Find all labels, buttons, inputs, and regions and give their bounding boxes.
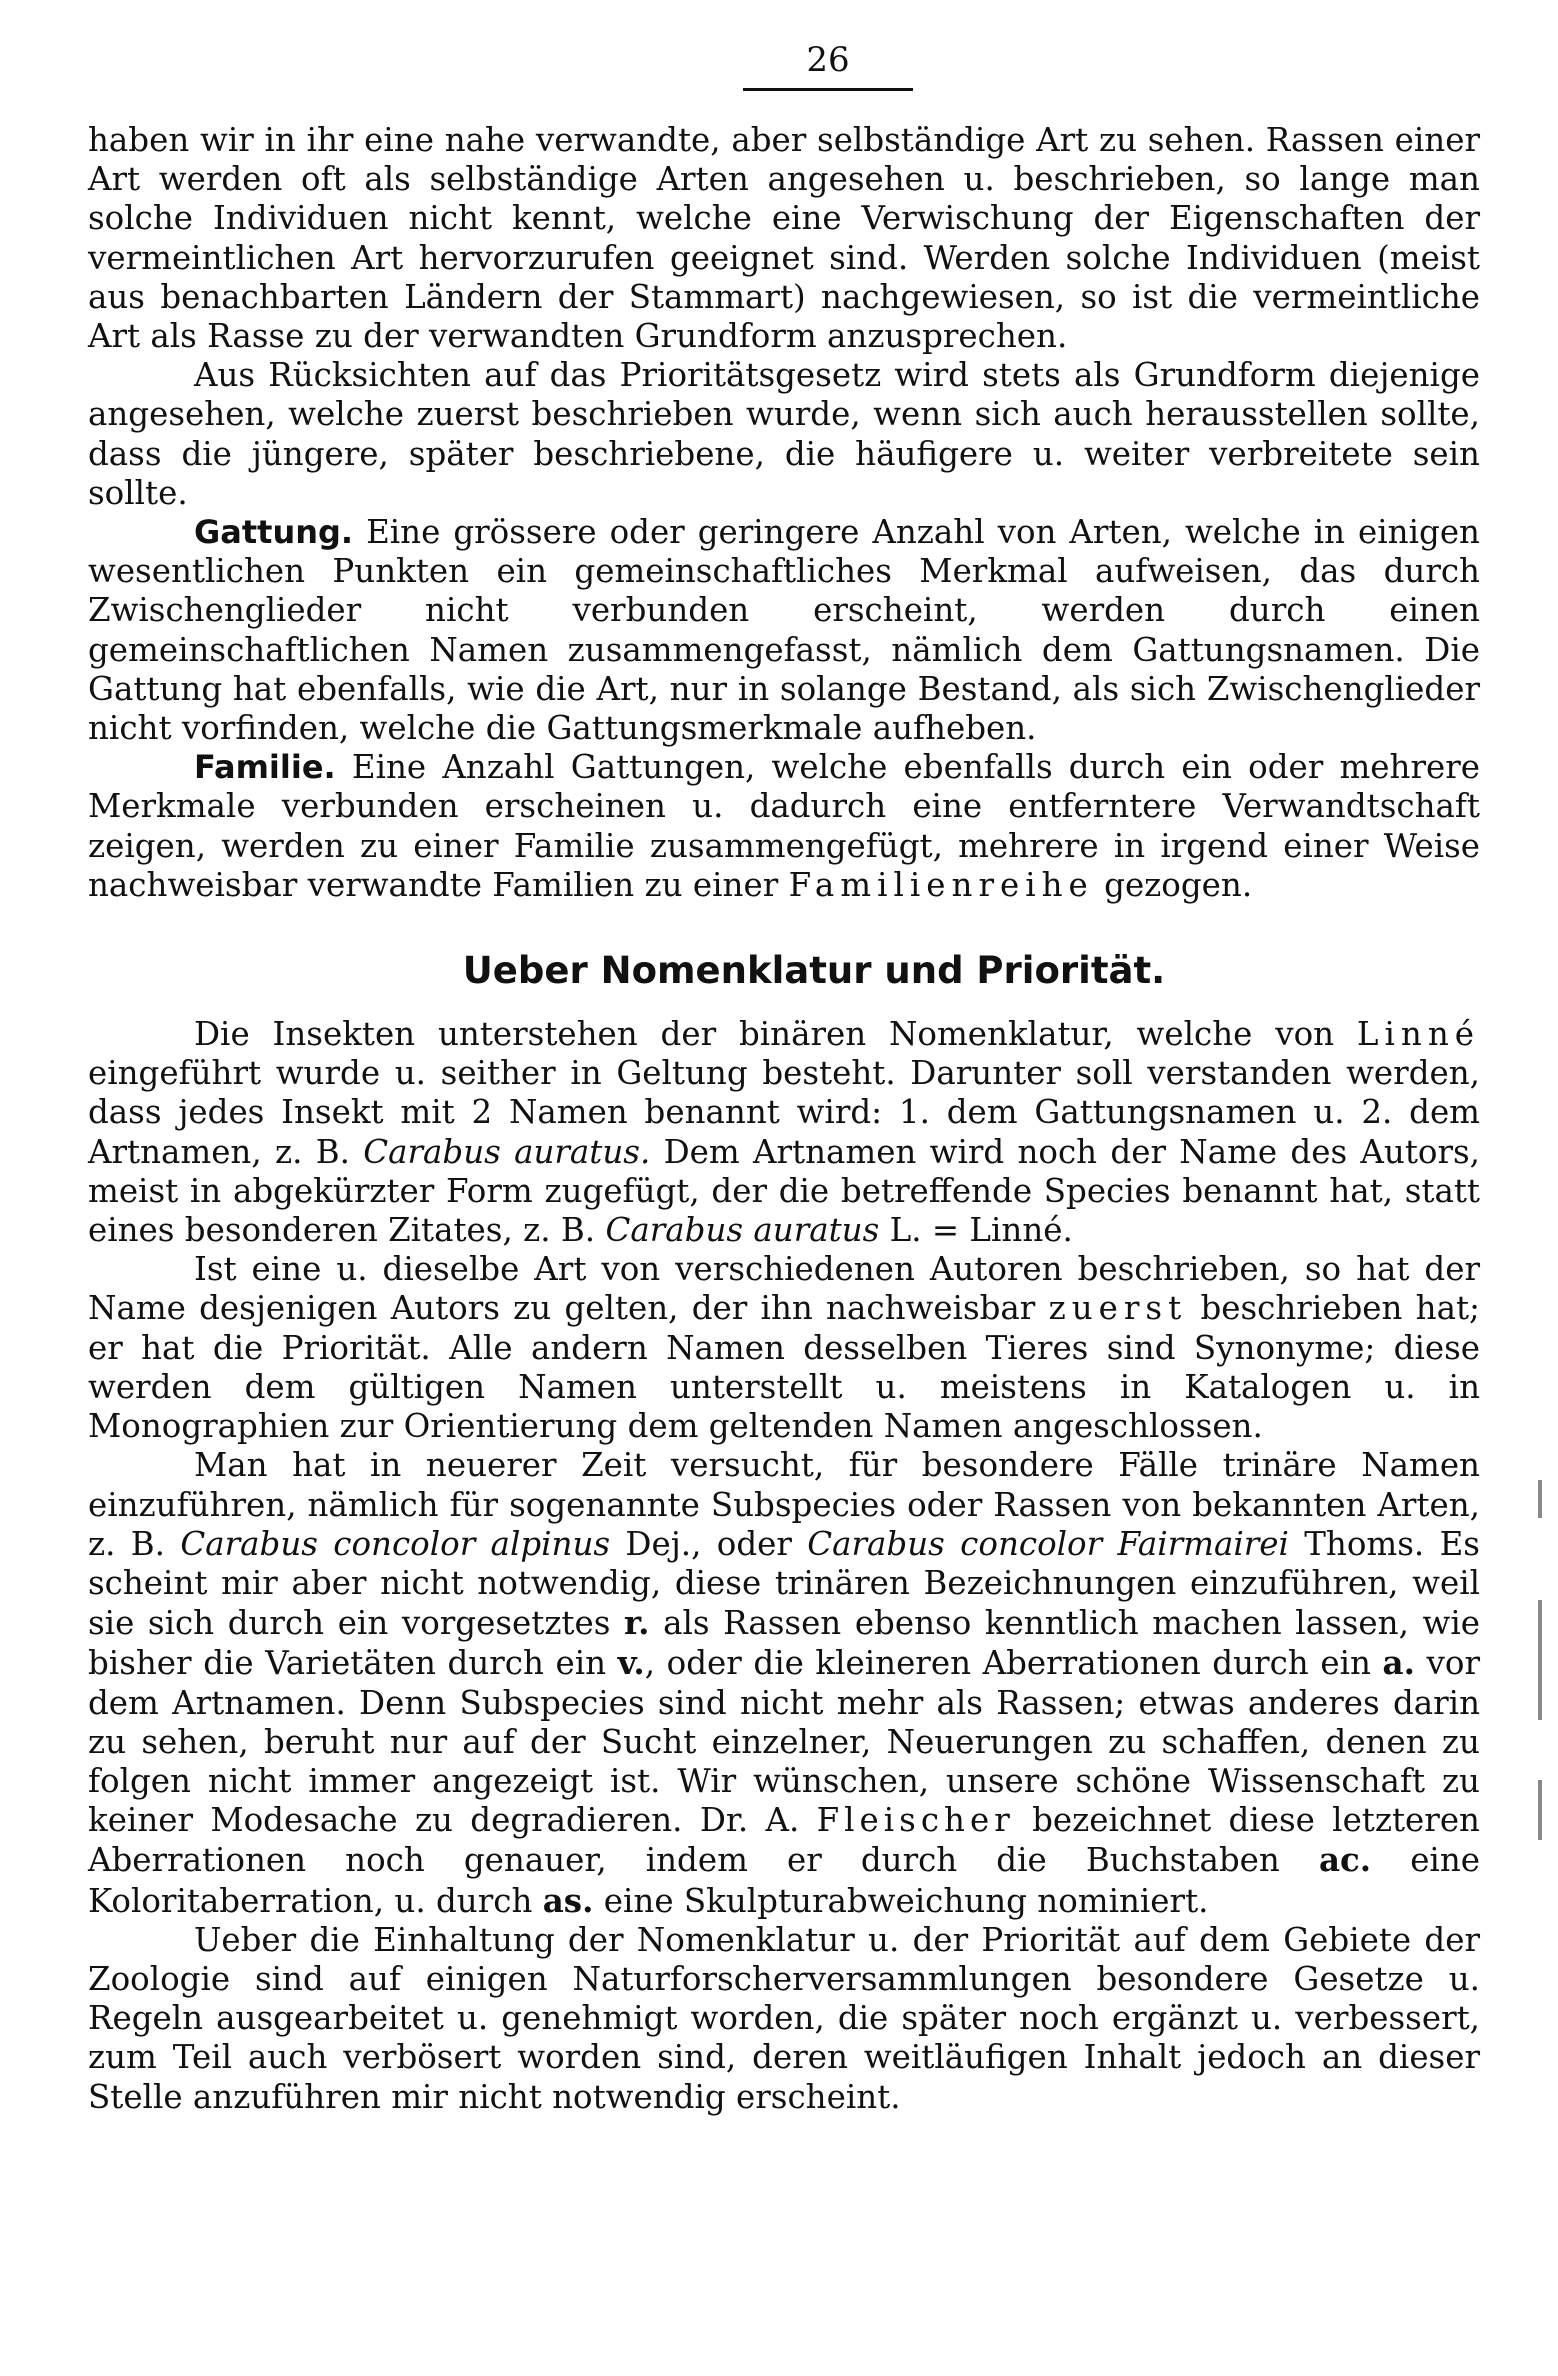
term-gattung: Gattung. [194,513,354,552]
example-carabus-auratus-2: Carabus auratus [605,1211,880,1250]
paragraph-trinaer [88,1446,1480,1920]
paragraph-grundform: Aus Rücksichten auf das Prioritätsgesetz wird stets als Grundform diejenige angesehen, welche zuerst beschrieben wurde, wenn sich auch herausstellen sollte, dass die jüngere, später beschriebene, die häufigere u. weiter verbreitete sein sollte. [88,356,1480,512]
trinaer-text-2: Dej., oder [625,1524,792,1563]
prioritaet-text-2: beschrieben hat; er hat die Priorität. Alle andern Namen desselben Tieres sind Synonyme; diese werden dem gültigen Namen unterstellt u. meistens in Katalogen u. in Monographien zur Orientierung dem geltenden Namen angeschlossen. [88,1289,1480,1446]
example-alpinus: Carabus concolor alpinus [180,1524,611,1563]
trinaer-text-3: Thoms. Es scheint mir aber nicht notwendig, diese trinären Bezeichnungen einzuführen, weil sie sich durch ein vorgesetztes [88,1524,1480,1643]
term-familie: Familie. [194,748,336,787]
nomenklatur-text-4: L. = Linné. [889,1211,1073,1250]
example-carabus-auratus: Carabus auratus. [363,1132,651,1171]
paragraph-gattung [88,513,1480,748]
paragraph-nomenklatur [88,1015,1480,1250]
document-page [88,40,1480,2117]
paragraph-rassen: haben wir in ihr eine nahe verwandte, aber selbständige Art zu sehen. Rassen einer Art werden oft als selbständige Arten angesehen u. beschrieben, so lange man solche Individuen nicht kennt, welche eine Verwischung der Eigenschaften der vermeintlichen Art hervorzurufen geeignet sind. Werden solche Individuen (meist aus benachbarten Ländern der Stammart) nachgewiesen, so ist die vermeintliche Art als Rasse zu der verwandten Grundform anzusprechen. [88,121,1480,356]
nomenklatur-text-1: Die Insekten unterstehen der binären Nomenklatur, welche von [194,1015,1335,1054]
trinaer-text-9: eine Skulpturabweichung nominiert. [603,1881,1209,1920]
gattung-text: Eine grössere oder geringere Anzahl von Arten, welche in einigen wesentlichen Punkten ein gemeinschaftliches Merkmal aufweisen, das durch Zwischenglieder nicht verbunden erscheint, werden durch einen gemeinschaftlichen Namen zusammengefasst, nämlich dem Gattungsnamen. Die Gattung hat ebenfalls, wie die Art, nur in solange Bestand, als sich Zwischenglieder nicht vorfinden, welche die Gattungsmerkmale aufheben. [88,513,1480,748]
zuerst-spaced: zuerst [1048,1289,1188,1328]
trinaer-text-6: vor dem Artnamen. Denn Subspecies sind nicht mehr als Rassen; etwas anderes darin zu sehen, beruht nur auf der Sucht einzelner, Neuerungen zu schaffen, denen zu folgen nicht immer angezeigt ist. Wir wünschen, unsere schöne Wissenschaft zu keiner Modesache zu degradieren. Dr. A. [88,1644,1480,1840]
prioritaet-text-1: Ist eine u. dieselbe Art von verschiedenen Autoren beschrieben, so hat der Name desjenigen Autors zu gelten, der ihn nachweisbar [88,1250,1480,1328]
familie-text: Eine Anzahl Gattungen, welche ebenfalls durch ein oder mehrere Merkmale verbunden erscheinen u. dadurch eine entferntere Verwandtschaft zeigen, werden zu einer Familie zusammengefügt, mehrere in irgend einer Weise nachweisbar verwandte Familien zu einer [88,748,1480,904]
familie-text-end: gezogen. [1104,865,1253,904]
abbrev-v: v. [617,1643,645,1683]
page-number: 26 [743,40,913,91]
linne-spaced: Linné [1356,1015,1480,1054]
fleischer-spaced: Fleischer [816,1801,1015,1840]
abbrev-a: a. [1382,1643,1415,1683]
trinaer-text-4: als Rassen ebenso kenntlich machen lassen, wie bisher die Varietäten durch ein [88,1604,1480,1683]
trinaer-text-1: Man hat in neuerer Zeit versucht, für besondere Fälle trinäre Namen einzuführen, nämlich für sogenannte Subspecies oder Rassen von bekannten Arten, z. B. [88,1446,1480,1563]
paragraph-regeln: Ueber die Einhaltung der Nomenklatur u. der Priorität auf dem Gebiete der Zoologie sind auf einigen Naturforscherversammlungen besondere Gesetze u. Regeln ausgearbeitet u. genehmigt worden, die später noch ergänzt u. verbessert, zum Teil auch verbösert worden sind, deren weitläufigen Inhalt jedoch an dieser Stelle anzuführen mir nicht notwendig erscheint. [88,1920,1480,2116]
paragraph-prioritaet [88,1250,1480,1446]
abbrev-r: r. [624,1603,650,1643]
abbrev-ac: ac. [1318,1840,1372,1880]
section-heading: Ueber Nomenklatur und Priorität. [462,949,1166,993]
trinaer-text-7: bezeichnet diese letzteren Aberrationen noch genauer, indem er durch die Buchstaben [88,1801,1480,1880]
paragraph-familie [88,748,1480,905]
trinaer-text-8: eine Koloritaberration, u. durch [88,1841,1480,1920]
nomenklatur-text-2: eingeführt wurde u. seither in Geltung besteht. Darunter soll verstanden werden, dass jedes Insekt mit 2 Namen benannt wird: 1. dem Gattungsnamen u. 2. dem Artnamen, z. B. [88,1054,1480,1171]
scan-artifact-mark [1538,1600,1542,1720]
trinaer-text-5: , oder die kleineren Aberrationen durch ein [644,1644,1371,1683]
familienreihe-spaced: Familienreihe [788,865,1094,904]
nomenklatur-text-3: Dem Artnamen wird noch der Name des Autors, meist in abgekürzter Form zugefügt, der die betreffende Species benannt hat, statt eines besonderen Zitates, z. B. [88,1132,1480,1250]
scan-artifact-mark [1538,1780,1542,1840]
scan-artifact-mark [1538,1480,1542,1518]
example-fairmairei: Carabus concolor Fairmairei [807,1524,1289,1563]
abbrev-as: as. [542,1880,594,1920]
